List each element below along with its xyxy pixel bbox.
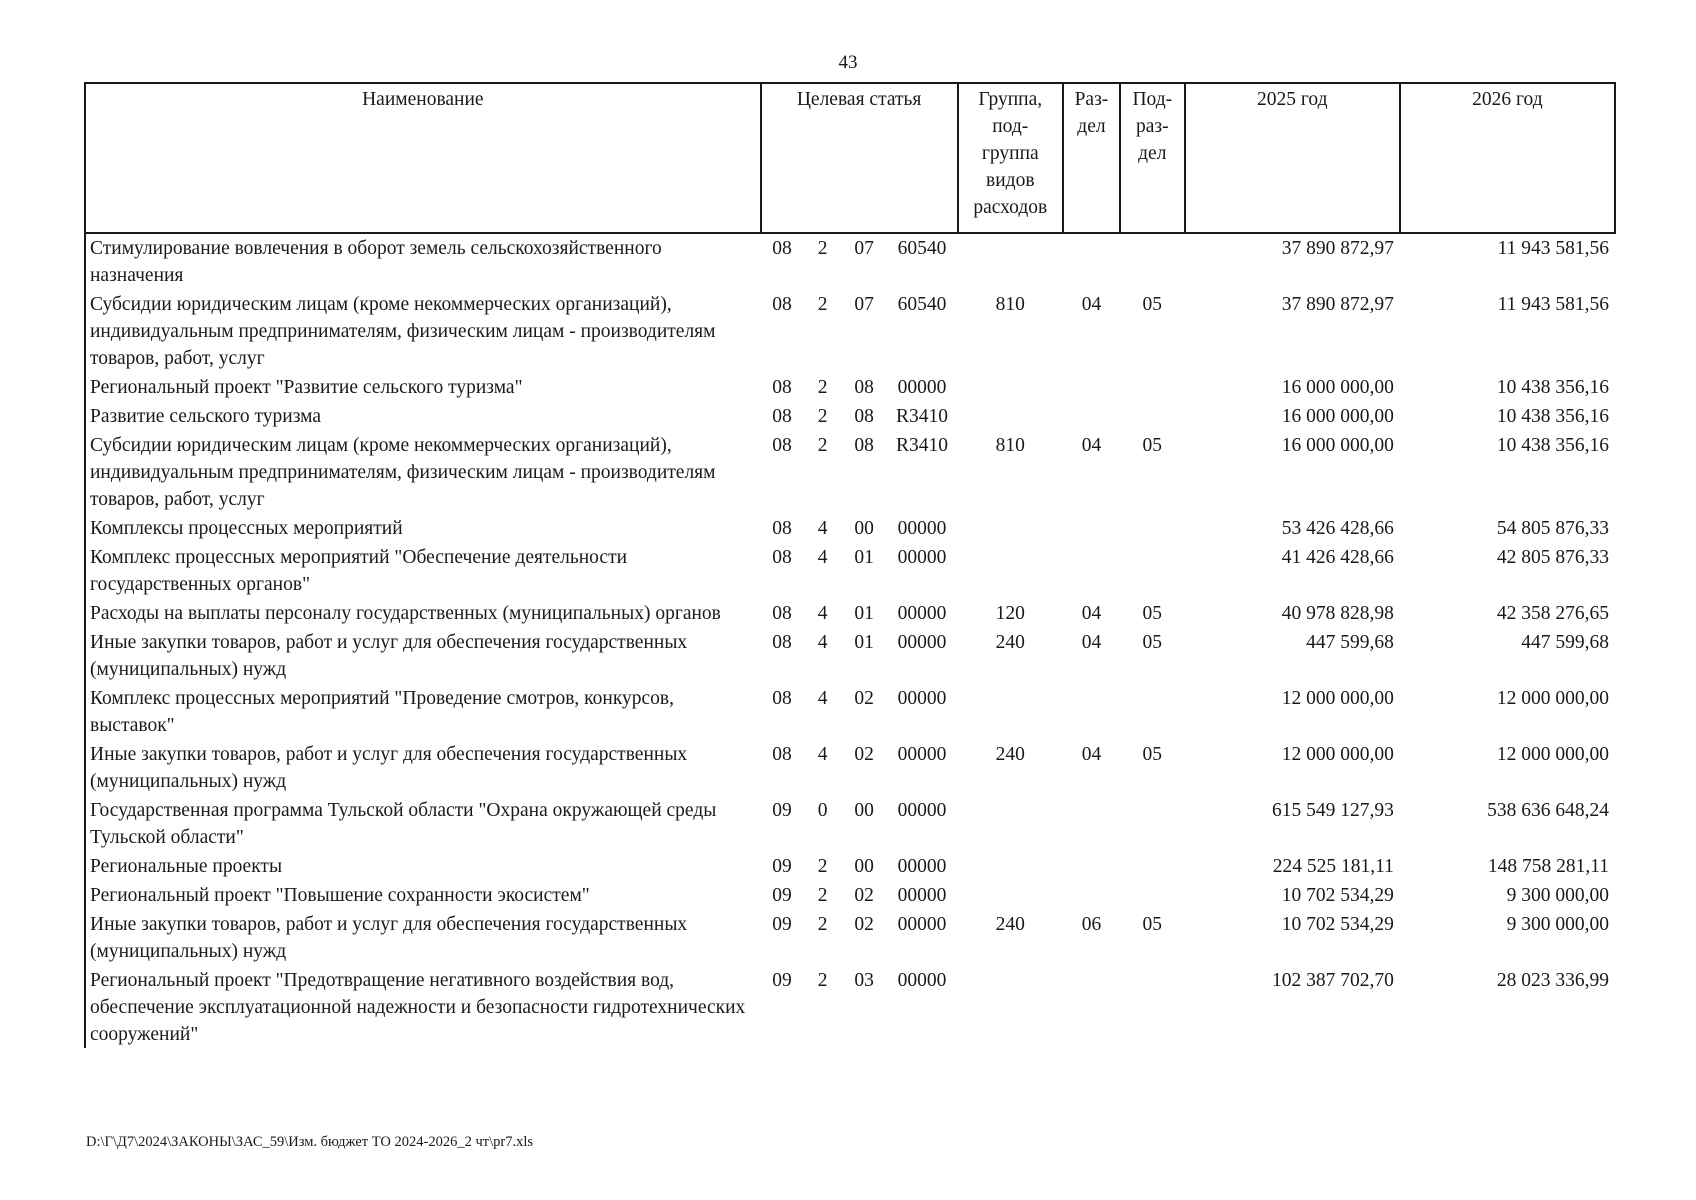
cell-expense-group: 810 bbox=[995, 435, 1025, 456]
cell-name: Региональный проект "Повышение сохранности экосистем" bbox=[85, 880, 761, 909]
cell-event-code: 00 bbox=[854, 800, 874, 821]
cell-section bbox=[1063, 683, 1120, 739]
cell-event-code: 07 bbox=[854, 238, 874, 259]
table-row bbox=[85, 851, 1615, 880]
cell-section bbox=[1063, 233, 1120, 289]
cell-subprogram-code: 4 bbox=[817, 632, 828, 653]
table-row bbox=[85, 965, 1615, 1048]
cell-amount-2025: 447 599,68 bbox=[1306, 632, 1394, 653]
cell-program-code: 08 bbox=[772, 406, 792, 427]
cell-subsection: 05 bbox=[1142, 294, 1163, 315]
cell-amount-2026: 10 438 356,16 bbox=[1496, 377, 1609, 398]
header-line: видов bbox=[986, 170, 1035, 191]
table-row bbox=[85, 430, 1615, 513]
cell-amount-2026: 447 599,68 bbox=[1521, 632, 1609, 653]
cell-subprogram-code: 2 bbox=[817, 294, 828, 315]
cell-event-code: 08 bbox=[854, 435, 874, 456]
cell-name: Региональные проекты bbox=[85, 851, 761, 880]
cell-program-code: 08 bbox=[772, 238, 792, 259]
cell-subsection bbox=[1120, 233, 1185, 289]
cell-program-code: 09 bbox=[772, 885, 792, 906]
header-line: Раз- bbox=[1074, 89, 1109, 110]
cell-event-code: 03 bbox=[854, 970, 874, 991]
cell-name: Комплекс процессных мероприятий "Проведение смотров, конкурсов, выставок" bbox=[85, 683, 761, 739]
cell-subsection: 05 bbox=[1142, 435, 1163, 456]
cell-direction-code: 00000 bbox=[897, 914, 947, 935]
cell-amount-2025: 10 702 534,29 bbox=[1281, 885, 1394, 906]
header-line: Под- bbox=[1132, 89, 1173, 110]
cell-event-code: 00 bbox=[854, 518, 874, 539]
cell-subprogram-code: 4 bbox=[817, 518, 828, 539]
cell-subprogram-code: 4 bbox=[817, 688, 828, 709]
cell-expense-group bbox=[958, 372, 1064, 401]
cell-direction-code: 00000 bbox=[897, 518, 947, 539]
cell-amount-2025: 37 890 872,97 bbox=[1281, 294, 1394, 315]
cell-section bbox=[1063, 542, 1120, 598]
cell-amount-2025: 224 525 181,11 bbox=[1272, 856, 1394, 877]
header-line: группа bbox=[981, 143, 1039, 164]
cell-subprogram-code: 4 bbox=[817, 603, 828, 624]
header-line: дел bbox=[1077, 116, 1106, 137]
table-row bbox=[85, 401, 1615, 430]
header-line: дел bbox=[1138, 143, 1167, 164]
cell-section bbox=[1063, 513, 1120, 542]
cell-subsection bbox=[1120, 513, 1185, 542]
cell-direction-code: R3410 bbox=[896, 435, 949, 456]
cell-section bbox=[1063, 401, 1120, 430]
table-header-row bbox=[85, 83, 1615, 233]
table-row bbox=[85, 683, 1615, 739]
cell-direction-code: 00000 bbox=[897, 547, 947, 568]
cell-amount-2025: 37 890 872,97 bbox=[1281, 238, 1394, 259]
cell-amount-2026: 10 438 356,16 bbox=[1496, 435, 1609, 456]
header-section bbox=[1063, 83, 1120, 233]
cell-amount-2025: 16 000 000,00 bbox=[1281, 435, 1394, 456]
table-row bbox=[85, 542, 1615, 598]
cell-direction-code: 00000 bbox=[897, 632, 947, 653]
table-row bbox=[85, 880, 1615, 909]
cell-amount-2026: 54 805 876,33 bbox=[1496, 518, 1609, 539]
table-row bbox=[85, 627, 1615, 683]
cell-subprogram-code: 2 bbox=[817, 914, 828, 935]
table-row bbox=[85, 513, 1615, 542]
cell-amount-2025: 12 000 000,00 bbox=[1281, 688, 1394, 709]
cell-expense-group bbox=[958, 965, 1064, 1048]
cell-section bbox=[1063, 880, 1120, 909]
footer-file-path: D:\Г\Д7\2024\ЗАКОНЫ\ЗАС_59\Изм. бюджет ТО 2024-2026_2 чт\pr7.xls bbox=[86, 1134, 534, 1150]
cell-subsection: 05 bbox=[1142, 603, 1163, 624]
cell-section: 04 bbox=[1081, 744, 1102, 765]
page-number: 43 bbox=[838, 52, 858, 73]
cell-amount-2026: 11 943 581,56 bbox=[1497, 294, 1609, 315]
cell-program-code: 09 bbox=[772, 800, 792, 821]
cell-name: Субсидии юридическим лицам (кроме некоммерческих организаций), индивидуальным предпринимателям, физическим лицам - производителям товаров, работ, услуг bbox=[85, 430, 761, 513]
cell-name: Субсидии юридическим лицам (кроме некоммерческих организаций), индивидуальным предпринимателям, физическим лицам - производителям товаров, работ, услуг bbox=[85, 289, 761, 372]
cell-expense-group: 240 bbox=[995, 744, 1025, 765]
header-year-2026: 2026 год bbox=[1400, 83, 1615, 233]
cell-section: 04 bbox=[1081, 632, 1102, 653]
cell-subsection bbox=[1120, 683, 1185, 739]
cell-expense-group: 240 bbox=[995, 632, 1025, 653]
header-name: Наименование bbox=[85, 83, 761, 233]
cell-direction-code: 60540 bbox=[897, 294, 947, 315]
cell-section: 04 bbox=[1081, 435, 1102, 456]
cell-event-code: 08 bbox=[854, 406, 874, 427]
cell-direction-code: 00000 bbox=[897, 603, 947, 624]
table-row bbox=[85, 795, 1615, 851]
cell-name: Государственная программа Тульской области "Охрана окружающей среды Тульской области" bbox=[85, 795, 761, 851]
cell-program-code: 08 bbox=[772, 518, 792, 539]
cell-amount-2026: 42 805 876,33 bbox=[1496, 547, 1609, 568]
cell-amount-2026: 12 000 000,00 bbox=[1496, 688, 1609, 709]
cell-program-code: 08 bbox=[772, 377, 792, 398]
table-row bbox=[85, 598, 1615, 627]
cell-expense-group bbox=[958, 880, 1064, 909]
cell-section bbox=[1063, 372, 1120, 401]
cell-subsection bbox=[1120, 965, 1185, 1048]
header-target-article: Целевая статья bbox=[761, 83, 958, 233]
cell-section bbox=[1063, 965, 1120, 1048]
cell-amount-2025: 40 978 828,98 bbox=[1281, 603, 1394, 624]
cell-name: Региональный проект "Предотвращение негативного воздействия вод, обеспечение эксплуатационной надежности и безопасности гидротехнических сооружений" bbox=[85, 965, 761, 1048]
cell-event-code: 01 bbox=[854, 603, 874, 624]
table-row bbox=[85, 289, 1615, 372]
cell-direction-code: R3410 bbox=[896, 406, 949, 427]
cell-event-code: 01 bbox=[854, 547, 874, 568]
cell-amount-2025: 16 000 000,00 bbox=[1281, 377, 1394, 398]
cell-program-code: 09 bbox=[772, 914, 792, 935]
cell-expense-group: 810 bbox=[995, 294, 1025, 315]
cell-section: 04 bbox=[1081, 294, 1102, 315]
cell-direction-code: 00000 bbox=[897, 856, 947, 877]
cell-program-code: 09 bbox=[772, 970, 792, 991]
cell-expense-group bbox=[958, 851, 1064, 880]
cell-subprogram-code: 2 bbox=[817, 238, 828, 259]
cell-name: Расходы на выплаты персоналу государственных (муниципальных) органов bbox=[85, 598, 761, 627]
cell-subsection bbox=[1120, 880, 1185, 909]
cell-program-code: 08 bbox=[772, 688, 792, 709]
cell-event-code: 02 bbox=[854, 914, 874, 935]
cell-subsection bbox=[1120, 372, 1185, 401]
cell-subsection bbox=[1120, 542, 1185, 598]
budget-table bbox=[84, 82, 1616, 1048]
cell-amount-2025: 53 426 428,66 bbox=[1281, 518, 1394, 539]
cell-amount-2026: 42 358 276,65 bbox=[1496, 603, 1609, 624]
cell-subprogram-code: 4 bbox=[817, 547, 828, 568]
cell-expense-group bbox=[958, 683, 1064, 739]
cell-name: Иные закупки товаров, работ и услуг для обеспечения государственных (муниципальных) нужд bbox=[85, 627, 761, 683]
cell-expense-group bbox=[958, 513, 1064, 542]
cell-expense-group: 240 bbox=[995, 914, 1025, 935]
cell-program-code: 08 bbox=[772, 435, 792, 456]
cell-direction-code: 00000 bbox=[897, 970, 947, 991]
cell-subprogram-code: 2 bbox=[817, 970, 828, 991]
cell-amount-2025: 10 702 534,29 bbox=[1281, 914, 1394, 935]
cell-amount-2026: 10 438 356,16 bbox=[1496, 406, 1609, 427]
cell-subsection: 05 bbox=[1142, 914, 1163, 935]
cell-event-code: 07 bbox=[854, 294, 874, 315]
cell-name: Региональный проект "Развитие сельского туризма" bbox=[85, 372, 761, 401]
cell-event-code: 00 bbox=[854, 856, 874, 877]
cell-amount-2026: 12 000 000,00 bbox=[1496, 744, 1609, 765]
cell-program-code: 08 bbox=[772, 294, 792, 315]
cell-event-code: 01 bbox=[854, 632, 874, 653]
table-row bbox=[85, 909, 1615, 965]
cell-subprogram-code: 2 bbox=[817, 406, 828, 427]
table-row bbox=[85, 372, 1615, 401]
cell-expense-group: 120 bbox=[995, 603, 1025, 624]
cell-amount-2025: 41 426 428,66 bbox=[1281, 547, 1394, 568]
cell-amount-2026: 28 023 336,99 bbox=[1496, 970, 1609, 991]
cell-subprogram-code: 2 bbox=[817, 377, 828, 398]
cell-subprogram-code: 4 bbox=[817, 744, 828, 765]
cell-name: Иные закупки товаров, работ и услуг для обеспечения государственных (муниципальных) нужд bbox=[85, 739, 761, 795]
header-line: под- bbox=[992, 116, 1029, 137]
cell-program-code: 08 bbox=[772, 603, 792, 624]
cell-amount-2026: 11 943 581,56 bbox=[1497, 238, 1609, 259]
cell-name: Развитие сельского туризма bbox=[85, 401, 761, 430]
cell-subprogram-code: 0 bbox=[817, 800, 828, 821]
cell-expense-group bbox=[958, 542, 1064, 598]
cell-amount-2026: 148 758 281,11 bbox=[1487, 856, 1609, 877]
cell-amount-2025: 16 000 000,00 bbox=[1281, 406, 1394, 427]
cell-subprogram-code: 2 bbox=[817, 856, 828, 877]
cell-event-code: 02 bbox=[854, 885, 874, 906]
header-expense-group bbox=[958, 83, 1064, 233]
cell-name: Стимулирование вовлечения в оборот земель сельскохозяйственного назначения bbox=[85, 233, 761, 289]
header-subsection bbox=[1120, 83, 1185, 233]
cell-amount-2026: 9 300 000,00 bbox=[1506, 914, 1609, 935]
cell-name: Комплексы процессных мероприятий bbox=[85, 513, 761, 542]
cell-direction-code: 00000 bbox=[897, 377, 947, 398]
cell-amount-2025: 615 549 127,93 bbox=[1271, 800, 1394, 821]
header-line: раз- bbox=[1136, 116, 1169, 137]
cell-program-code: 08 bbox=[772, 632, 792, 653]
cell-direction-code: 00000 bbox=[897, 744, 947, 765]
cell-expense-group bbox=[958, 401, 1064, 430]
table-body bbox=[85, 233, 1615, 1048]
cell-direction-code: 60540 bbox=[897, 238, 947, 259]
cell-subsection bbox=[1120, 401, 1185, 430]
header-line: Группа, bbox=[978, 89, 1043, 110]
cell-amount-2025: 12 000 000,00 bbox=[1281, 744, 1394, 765]
cell-amount-2025: 102 387 702,70 bbox=[1271, 970, 1394, 991]
cell-name: Иные закупки товаров, работ и услуг для обеспечения государственных (муниципальных) нужд bbox=[85, 909, 761, 965]
cell-section bbox=[1063, 851, 1120, 880]
header-year-2025: 2025 год bbox=[1185, 83, 1400, 233]
header-line: расходов bbox=[973, 197, 1048, 218]
cell-direction-code: 00000 bbox=[897, 800, 947, 821]
cell-name: Комплекс процессных мероприятий "Обеспечение деятельности государственных органов" bbox=[85, 542, 761, 598]
cell-direction-code: 00000 bbox=[897, 885, 947, 906]
cell-program-code: 08 bbox=[772, 547, 792, 568]
cell-expense-group bbox=[958, 795, 1064, 851]
cell-event-code: 02 bbox=[854, 744, 874, 765]
cell-subsection: 05 bbox=[1142, 744, 1163, 765]
cell-program-code: 08 bbox=[772, 744, 792, 765]
cell-subsection bbox=[1120, 851, 1185, 880]
table-row bbox=[85, 739, 1615, 795]
cell-subprogram-code: 2 bbox=[817, 435, 828, 456]
cell-subprogram-code: 2 bbox=[817, 885, 828, 906]
cell-section: 06 bbox=[1081, 914, 1102, 935]
cell-section: 04 bbox=[1081, 603, 1102, 624]
table-row bbox=[85, 233, 1615, 289]
cell-subsection: 05 bbox=[1142, 632, 1163, 653]
cell-event-code: 08 bbox=[854, 377, 874, 398]
cell-subsection bbox=[1120, 795, 1185, 851]
cell-amount-2026: 538 636 648,24 bbox=[1487, 800, 1609, 821]
cell-section bbox=[1063, 795, 1120, 851]
cell-expense-group bbox=[958, 233, 1064, 289]
cell-amount-2026: 9 300 000,00 bbox=[1506, 885, 1609, 906]
cell-direction-code: 00000 bbox=[897, 688, 947, 709]
cell-program-code: 09 bbox=[772, 856, 792, 877]
cell-event-code: 02 bbox=[854, 688, 874, 709]
